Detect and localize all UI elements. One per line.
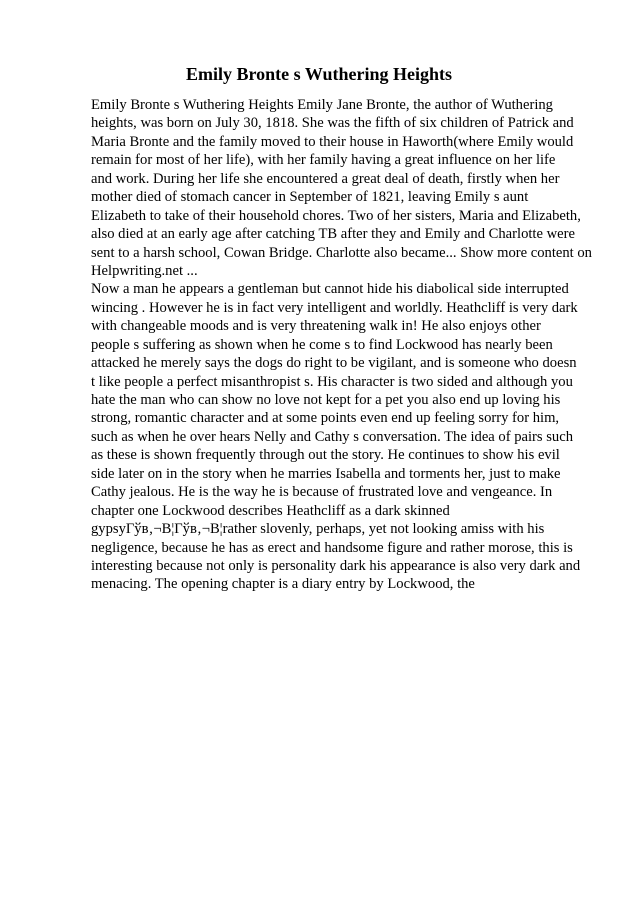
body-line: such as when he over hears Nelly and Cathy s conversation. The idea of pairs such [91,428,573,445]
document-body [91,96,631,594]
body-line: t like people a perfect misanthropist s. His character is two sided and although you [91,373,573,390]
body-line: sent to a harsh school, Cowan Bridge. Charlotte also became... Show more content on [91,244,592,261]
body-line: gypsyГўв‚¬В¦Гўв‚¬В¦rather slovenly, perhaps, yet not looking amiss with his [91,521,545,538]
body-line: mother died of stomach cancer in September of 1821, leaving Emily s aunt [91,189,529,206]
body-line: hate the man who can show no love not kept for a pet you also end up loving his [91,392,561,408]
body-line: Now a man he appears a gentleman but cannot hide his diabolical side interrupted [91,281,569,298]
body-line: wincing . However he is in fact very intelligent and worldly. Heathcliff is very dark [91,299,578,316]
body-line: negligence, because he has as erect and handsome figure and rather morose, this is [91,539,573,556]
body-line: chapter one Lockwood describes Heathcliff as a dark skinned [91,502,450,519]
body-line: as these is shown frequently through out the story. He continues to show his evil [91,447,560,464]
body-line: Maria Bronte and the family moved to their house in Haworth(where Emily would [91,133,574,150]
body-line: remain for most of her life), with her family having a great influence on her life [91,152,556,169]
body-line: Helpwriting.net ... [91,262,198,279]
body-line: attacked he merely says the dogs do right to be vigilant, and is someone who doesn [91,355,577,372]
body-line: people s suffering as shown when he come s to find Lockwood has nearly been [91,336,553,353]
body-line: also died at an early age after catching TB after they and Emily and Charlotte were [91,226,575,243]
body-line: Emily Bronte s Wuthering Heights Emily Jane Bronte, the author of Wuthering [91,97,553,113]
body-line: menacing. The opening chapter is a diary entry by Lockwood, the [91,576,475,593]
document-title: Emily Bronte s Wuthering Heights [185,64,453,84]
body-line: Cathy jealous. He is the way he is because of frustrated love and vengeance. In [91,484,553,501]
body-line: heights, was born on July 30, 1818. She was the fifth of six children of Patrick and [91,115,574,132]
body-line: with changeable moods and is very threatening walk in! He also enjoys other [91,318,541,335]
body-line: Elizabeth to take of their household chores. Two of her sisters, Maria and Elizabeth, [91,207,581,224]
body-line: and work. During her life she encountered a great deal of death, firstly when her [91,170,560,187]
body-line: side later on in the story when he marries Isabella and torments her, just to make [91,465,561,482]
body-line: interesting because not only is personality dark his appearance is also very dark and [91,557,581,574]
body-line: strong, romantic character and at some points even end up feeling sorry for him, [91,410,560,427]
